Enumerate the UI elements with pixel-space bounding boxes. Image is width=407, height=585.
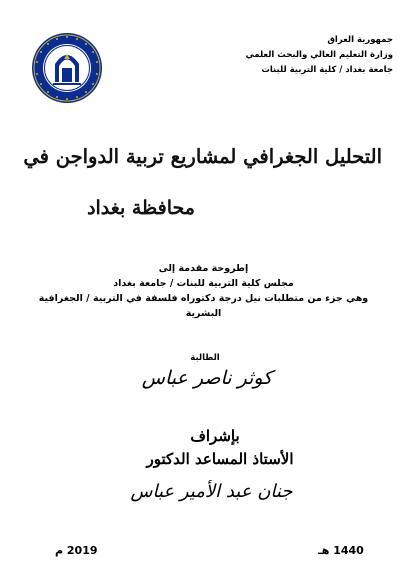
gregorian-date: 2019 م <box>55 544 98 557</box>
student-label: الطالبة <box>190 353 220 363</box>
submission-field: البشرية <box>185 308 222 319</box>
institution-header <box>193 33 393 78</box>
student-name: كوثر ناصر عباس <box>141 367 273 389</box>
ministry-line: وزارة التعليم العالي والبحث العلمي <box>245 50 393 60</box>
university-of-baghdad-logo <box>31 32 103 104</box>
thesis-title-line-1: التحليل الجغرافي لمشاريع تربية الدواجن في <box>23 145 382 168</box>
hijri-date: 1440 هـ <box>318 544 364 557</box>
submission-intro: إطروحة مقدمة إلى <box>158 263 249 274</box>
supervisor-title: الأستاذ المساعد الدكتور <box>146 450 294 468</box>
country-line: جمهورية العراق <box>327 35 393 45</box>
submission-requirement: وهي جزء من متطلبات نيل درجة دكتوراه فلسفة في التربية / الجغرافية <box>38 293 369 304</box>
supervision-label: بإشراف <box>190 427 240 445</box>
thesis-title-line-2: محافظة بغداد <box>87 197 195 219</box>
submission-council: مجلس كلية التربية للبنات / جامعة بغداد <box>113 278 294 289</box>
university-line: جامعة بغداد / كلية التربية للبنات <box>261 65 393 75</box>
supervisor-name: جنان عبد الأمير عباس <box>130 481 293 502</box>
